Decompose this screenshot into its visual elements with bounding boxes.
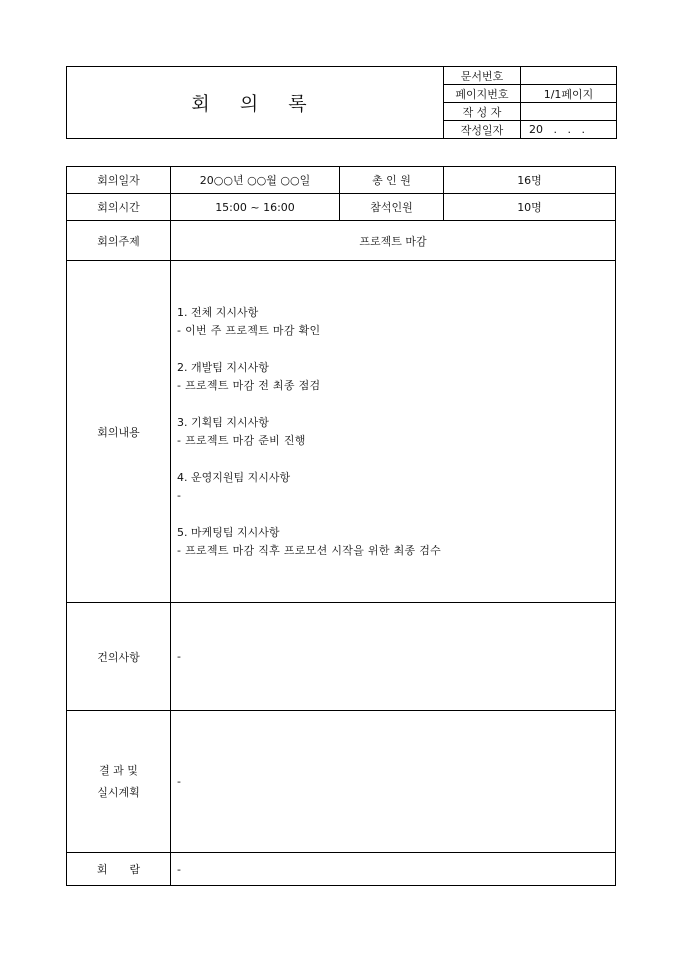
- content-item: [177, 414, 615, 450]
- meeting-topic-label: 회의주제: [67, 221, 171, 261]
- content-item-title: 4. 운영지원팀 지시사항: [177, 470, 291, 484]
- meeting-date-value[interactable]: 20○○년 ○○월 ○○일: [171, 167, 340, 194]
- content-item-title: 3. 기획팀 지시사항: [177, 415, 269, 429]
- attendee-count-value[interactable]: 10명: [444, 194, 616, 221]
- meeting-time-value[interactable]: 15:00 ~ 16:00: [171, 194, 340, 221]
- result-label-line2: 실시계획: [97, 785, 140, 799]
- author-label: 작 성 자: [444, 103, 521, 121]
- page-number-label: 페이지번호: [444, 85, 521, 103]
- suggestion-value[interactable]: -: [171, 603, 616, 711]
- attendee-count-label: 참석인원: [340, 194, 444, 221]
- result-plan-value[interactable]: -: [171, 711, 616, 853]
- content-item-title: 2. 개발팀 지시사항: [177, 360, 269, 374]
- meeting-content-cell[interactable]: [171, 261, 616, 603]
- content-item-desc: - 이번 주 프로젝트 마감 확인: [177, 323, 321, 337]
- page-number-value[interactable]: 1/1페이지: [521, 85, 617, 103]
- meeting-time-label: 회의시간: [67, 194, 171, 221]
- content-item: [177, 469, 615, 505]
- content-item-desc: -: [177, 488, 182, 502]
- content-item-desc: - 프로젝트 마감 전 최종 점검: [177, 378, 321, 392]
- content-item: [177, 359, 615, 395]
- circulation-value[interactable]: -: [171, 853, 616, 886]
- written-date-value[interactable]: 20 . . .: [521, 121, 617, 139]
- total-count-label: 총 인 원: [340, 167, 444, 194]
- meeting-content-label: 회의내용: [67, 261, 171, 603]
- content-item-desc: - 프로젝트 마감 준비 진행: [177, 433, 306, 447]
- doc-number-label: 문서번호: [444, 67, 521, 85]
- suggestion-label: 건의사항: [67, 603, 171, 711]
- meeting-content-list: [171, 304, 615, 560]
- author-value[interactable]: [521, 103, 617, 121]
- content-item: [177, 304, 615, 340]
- document-title: 회 의 록: [67, 67, 444, 139]
- meeting-date-label: 회의일자: [67, 167, 171, 194]
- result-plan-label: [67, 711, 171, 853]
- written-date-label: 작성일자: [444, 121, 521, 139]
- content-item-desc: - 프로젝트 마감 직후 프로모션 시작을 위한 최종 검수: [177, 543, 442, 557]
- meeting-topic-value[interactable]: 프로젝트 마감: [171, 221, 616, 261]
- doc-number-value[interactable]: [521, 67, 617, 85]
- result-label-line1: 결 과 및: [99, 763, 138, 777]
- meeting-table: [66, 166, 616, 886]
- circulation-label-cell: [67, 853, 171, 886]
- total-count-value[interactable]: 16명: [444, 167, 616, 194]
- content-item-title: 5. 마케팅팀 지시사항: [177, 525, 280, 539]
- content-item-title: 1. 전체 지시사항: [177, 305, 259, 319]
- header-table: [66, 66, 617, 139]
- content-item: [177, 524, 615, 560]
- circulation-label: 회람: [96, 863, 163, 876]
